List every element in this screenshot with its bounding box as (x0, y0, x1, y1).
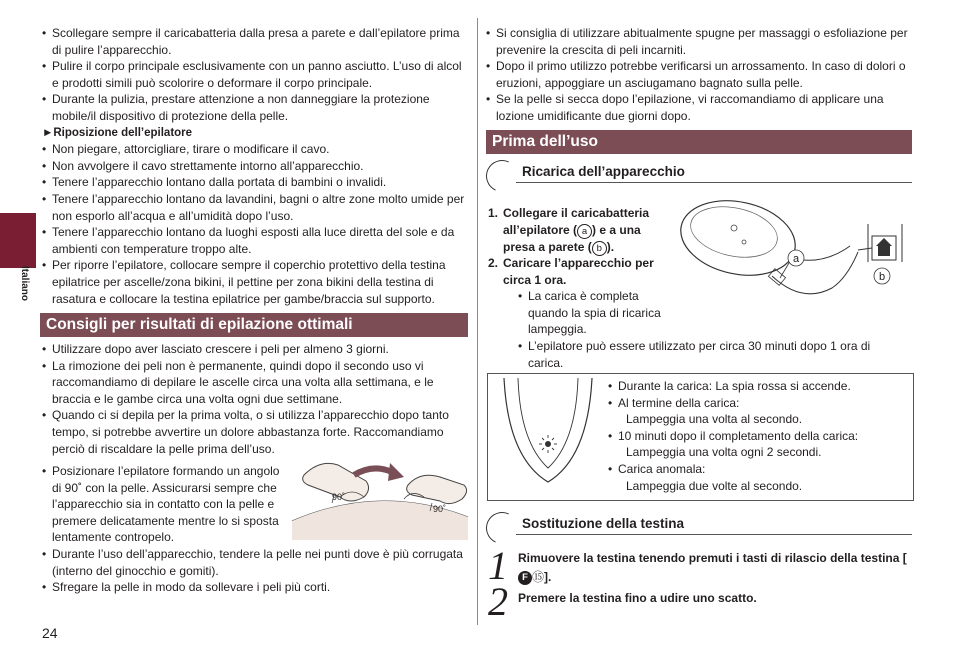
figure-f-badge: F (518, 571, 532, 585)
figure-part-number: ⑮ (532, 570, 545, 584)
before-use-heading: Prima dell’uso (486, 130, 912, 154)
right-top-bullets (486, 25, 916, 125)
epilator-angle-illustration (290, 455, 470, 540)
language-side-tab (0, 213, 36, 268)
storage-bullets (42, 141, 468, 307)
bullet: • La rimozione dei peli non è permanente, quindi dopo il secondo uso vi raccomandiamo di depilare le ascelle circa una volta alla settimana, e le braccia e le gambe circa una volta ogni due settimane. (42, 358, 468, 408)
charging-heading-rule (516, 182, 912, 183)
charging-heading: Ricarica dell’apparecchio (522, 164, 685, 179)
angle-bullet (42, 463, 288, 546)
page-number: 24 (42, 625, 58, 641)
bullet: • Utilizzare dopo aver lasciato crescere i peli per almeno 3 giorni. (42, 341, 468, 358)
step-1-text-a: Collegare il caricabatteria all’epilatore ( (503, 206, 650, 237)
epilator-indicator-illustration (498, 378, 598, 496)
status-line: • 10 minuti dopo il completamento della carica: (608, 428, 908, 445)
status-line: Lampeggia due volte al secondo. (626, 478, 803, 493)
step-big-1-number: 1 (488, 543, 508, 588)
bullet: • Quando ci si depila per la prima volta, o si utilizza l’apparecchio dopo tanto tempo, si potrebbe avvertire un dolore abbastanza forte. Raccomandiamo perciò di riscaldare la pelle prima dell’uso. (42, 407, 468, 457)
bullet: • Durante la pulizia, prestare attenzione a non danneggiare la protezione mobile/il dispositivo di protezione della pelle. (42, 91, 468, 124)
status-line: • Durante la carica: La spia rossa si accende. (608, 378, 908, 395)
charging-step-1 (488, 205, 668, 256)
angle-label-1: 90˚ (332, 492, 346, 502)
step-big-2-number: 2 (488, 579, 508, 624)
language-label: Italiano (19, 266, 30, 302)
charging-step-2 (488, 255, 668, 288)
step-1-text-c: ). (606, 239, 615, 254)
storage-heading: ►Riposizione dell’epilatore (42, 126, 193, 139)
replace-heading-rule (516, 534, 912, 535)
status-line: • Carica anomala: (608, 461, 908, 478)
charger-illustration (672, 196, 912, 316)
bullet: • Si consiglia di utilizzare abitualmente spugne per massaggi o esfoliazione per prevenire la crescita di peli incarniti. (486, 25, 916, 58)
step-1-text (503, 205, 668, 256)
section-arc-icon (481, 155, 522, 196)
label-b-ref: b (592, 241, 607, 256)
bullet: • Non piegare, attorcigliare, tirare o modificare il cavo. (42, 141, 468, 158)
bullet: • Se la pelle si secca dopo l’epilazione, vi raccomandiamo di applicare una lozione umidificante due giorni dopo. (486, 91, 916, 124)
left-column (42, 25, 468, 307)
step-big-2-text: Premere la testina fino a udire uno scatto. (518, 591, 757, 605)
bullet: • La carica è completa quando la spia di ricarica lampeggia. (518, 288, 670, 338)
bullet: • Posizionare l’epilatore formando un angolo di 90˚ con la pelle. Assicurarsi sempre che l’apparecchio sia in contatto con la pelle e premere delicatamente mentre lo si sposta lentamente contropelo. (42, 463, 288, 546)
charging-indicator-box (487, 373, 914, 501)
usage-bullets (42, 546, 468, 596)
step-big-1-text (518, 549, 908, 587)
charging-sub-bullet-2 (518, 338, 908, 371)
step-1-number: 1. (488, 206, 499, 220)
bullet: • Scollegare sempre il caricabatteria dalla presa a parete e dall’epilatore prima di pulire l’apparecchio. (42, 25, 468, 58)
bullet: • Pulire il corpo principale esclusivamente con un panno asciutto. L’uso di alcol e prodotti simili può scolorire o deformare il corpo principale. (42, 58, 468, 91)
bullet: • Non avvolgere il cavo strettamente intorno all’apparecchio. (42, 158, 468, 175)
callout-b: b (878, 271, 886, 283)
bullet: • Dopo il primo utilizzo potrebbe verificarsi un arrossamento. In caso di dolori o eruzioni, appoggiare un asciugamano bagnato sulla pelle. (486, 58, 916, 91)
callout-a: a (792, 253, 800, 265)
step-1-text-b: ) e a una presa a parete ( (503, 222, 641, 254)
step-2-text: Caricare l’apparecchio per circa 1 ora. (503, 256, 654, 287)
step-big-1-text-b: ]. (544, 570, 552, 584)
indicator-status-list (608, 378, 908, 494)
status-line: Lampeggia una volta ogni 2 secondi. (626, 445, 822, 460)
bullet: • Sfregare la pelle in modo da sollevare i peli più corti. (42, 579, 468, 596)
status-line: • Al termine della carica: (608, 395, 908, 412)
bullet: • Tenere l’apparecchio lontano da luoghi esposti alla luce diretta del sole e da ambienti con temperature troppo alte. (42, 224, 468, 257)
step-2-number: 2. (488, 256, 499, 270)
charging-sub-bullet-1 (518, 288, 670, 338)
tips-bullets (42, 341, 468, 457)
bullet: • L’epilatore può essere utilizzato per circa 30 minuti dopo 1 ora di carica. (518, 338, 908, 371)
step-big-1-text-a: Rimuovere la testina tenendo premuti i tasti di rilascio della testina [ (518, 551, 907, 565)
tips-heading: Consigli per risultati di epilazione ottimali (40, 313, 468, 337)
angle-label-2: 90˚ (433, 504, 447, 514)
bullet: • Durante l’uso dell’apparecchio, tendere la pelle nei punti dove è più corrugata (interno del ginocchio e gomiti). (42, 546, 468, 579)
cleaning-bullets (42, 25, 468, 125)
label-a-ref: a (577, 224, 592, 239)
bullet: • Tenere l’apparecchio lontano dalla portata di bambini o invalidi. (42, 174, 468, 191)
replace-heading: Sostituzione della testina (522, 516, 685, 531)
column-divider (477, 18, 478, 625)
bullet: • Tenere l’apparecchio lontano da lavandini, bagni o altre zone molto umide per non esporlo all’acqua e all’umidità dopo l’uso. (42, 191, 468, 224)
status-line: Lampeggia una volta al secondo. (626, 412, 803, 427)
bullet: • Per riporre l’epilatore, collocare sempre il coperchio protettivo della testina epilatrice per ascelle/zona bikini, il pettine per zona bikini della testina di rasatura e collocare la testina epilatrice per gambe/braccia sul supporto. (42, 257, 468, 307)
